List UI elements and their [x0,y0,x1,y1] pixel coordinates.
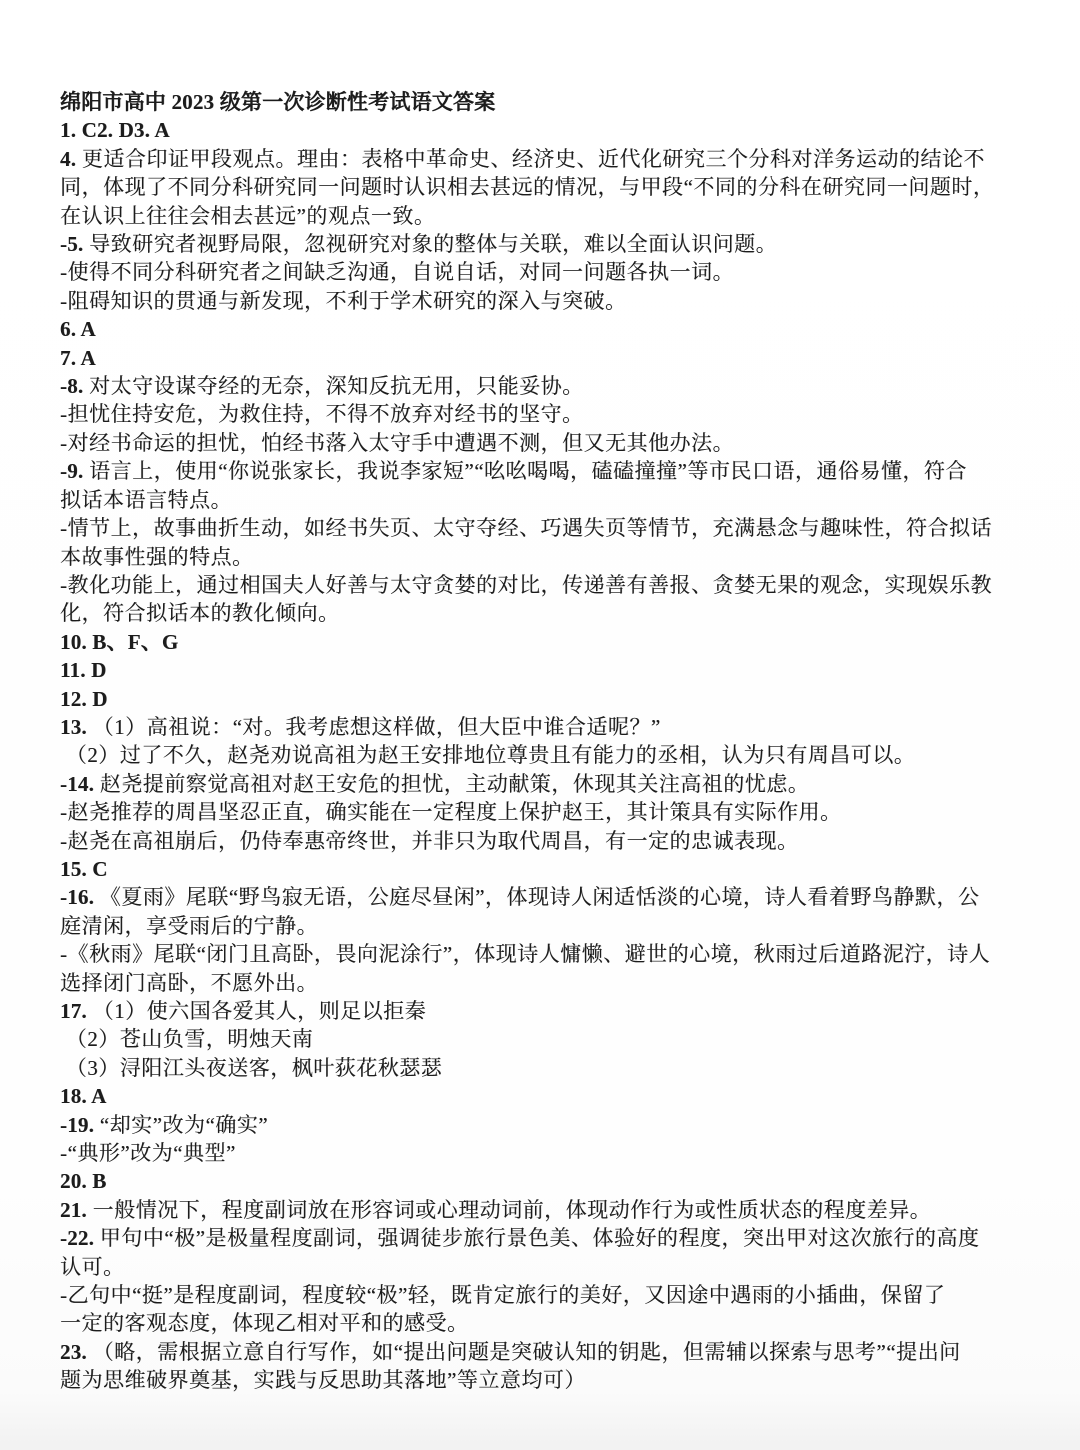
doc-line [60,287,1025,315]
answer-number: 15. C [60,856,108,881]
doc-line [60,1111,1025,1139]
doc-line [60,514,1025,542]
answer-number: -16. [60,885,95,910]
doc-line [60,145,1025,173]
doc-line [60,656,1025,684]
answer-text: -使得不同分科研究者之间缺乏沟通，自说自话，对同一问题各执一词。 [60,260,734,285]
answer-text: 本故事性强的特点。 [60,544,254,569]
doc-line [60,571,1025,599]
answer-text: 导致研究者视野局限，忽视研究对象的整体与关联，难以全面认识问题。 [83,232,778,257]
answer-text: （2）过了不久，赵尧劝说高祖为赵王安排地位尊贵且有能力的丞相，认为只有周昌可以。 [60,743,916,768]
answer-text: （略，需根据立意自行写作，如“提出问题是突破认知的钥匙，但需辅以探索与思考”“提出问 [86,1339,961,1364]
doc-line [60,685,1025,713]
answer-text: 一定的客观态度，体现乙相对平和的感受。 [60,1311,469,1336]
answer-text: “却实”改为“确实” [94,1112,269,1137]
answer-text: 对太守设谋夺经的无奈，深知反抗无用，只能妥协。 [83,374,584,399]
doc-line [60,997,1025,1025]
answer-number: 20. B [60,1169,107,1194]
doc-line [60,1338,1025,1366]
answer-text: -阻碍知识的贯通与新发现，不利于学术研究的深入与突破。 [60,288,627,313]
answer-text: （3）浔阳江头夜送客，枫叶荻花秋瑟瑟 [60,1055,443,1080]
answer-text: 庭清闲，享受雨后的宁静。 [60,913,318,938]
doc-line [60,599,1025,627]
answer-number: 4. [60,146,77,171]
doc-line [60,230,1025,258]
doc-line [60,173,1025,201]
answer-text: -担忧住持安危，为救住持，不得不放弃对经书的坚守。 [60,402,584,427]
doc-line [60,912,1025,940]
answer-text: 甲句中“极”是极量程度副词，强调徒步旅行景色美、体验好的程度，突出甲对这次旅行的高度 [94,1226,980,1251]
answer-text: -教化功能上，通过相国夫人好善与太守贪婪的对比，传递善有善报、贪婪无果的观念，实现娱乐教 [60,572,992,597]
doc-line [60,1309,1025,1337]
doc-line [60,315,1025,343]
doc-line [60,969,1025,997]
answer-text: 题为思维破界奠基，实践与反思助其落地”等立意均可） [60,1368,586,1393]
answer-text: 认可。 [60,1254,125,1279]
answer-number: -14. [60,771,95,796]
answer-text: -《秋雨》尾联“闭门且高卧，畏向泥涂行”，体现诗人慵懒、避世的心境，秋雨过后道路泥泞，诗人 [60,942,991,967]
answer-number: 7. A [60,345,96,370]
answer-text: -赵尧推荐的周昌坚忍正直，确实能在一定程度上保护赵王，其计策具有实际作用。 [60,800,842,825]
answer-number: 13. [60,714,87,739]
answer-text: （1）高祖说：“对。我考虑想这样做，但大臣中谁合适呢？” [86,714,661,739]
answer-text: 化，符合拟话本的教化倾向。 [60,601,340,626]
doc-line [60,827,1025,855]
doc-line [60,486,1025,514]
answer-number: -22. [60,1226,95,1251]
answer-text: -赵尧在高祖崩后，仍侍奉惠帝终世，并非只为取代周昌，有一定的忠诚表现。 [60,828,799,853]
answer-text: 选择闭门高卧，不愿外出。 [60,970,318,995]
answer-text: 同，体现了不同分科研究同一问题时认识相去甚远的情况，与甲段“不同的分科在研究同一问题时， [60,175,995,200]
answer-number: -8. [60,374,84,399]
doc-line [60,1054,1025,1082]
answer-number: -5. [60,232,84,257]
answer-number: 12. D [60,686,108,711]
doc-line [60,741,1025,769]
doc-line [60,1366,1025,1394]
answer-number: 6. A [60,317,96,342]
doc-line [60,543,1025,571]
answer-number: -19. [60,1112,95,1137]
doc-line [60,1082,1025,1110]
doc-line [60,798,1025,826]
doc-line [60,202,1025,230]
answer-text: 赵尧提前察觉高祖对赵王安危的担忧，主动献策，休现其关注高祖的忧虑。 [94,771,810,796]
answer-text: -“典形”改为“典型” [60,1141,236,1166]
doc-line [60,116,1025,144]
doc-line [60,1139,1025,1167]
answer-text: 语言上，使用“你说张家长，我说李家短”“吆吆喝喝，磕磕撞撞”等市民口语，通俗易懂，符合 [83,459,967,484]
doc-line [60,88,1025,116]
answer-text: -乙句中“挺”是程度副词，程度较“极”轻，既肯定旅行的美好，又因途中遇雨的小插曲，保留了 [60,1283,946,1308]
answer-number: 11. D [60,658,107,683]
doc-line [60,400,1025,428]
exam-answer-sheet [60,88,1025,1395]
answer-number: 18. A [60,1084,107,1109]
answer-number: 17. [60,999,87,1023]
page-bottom-edge [0,1445,1080,1450]
doc-line [60,713,1025,741]
doc-line [60,855,1025,883]
answer-text: 《夏雨》尾联“野鸟寂无语，公庭尽昼闲”，体现诗人闲适恬淡的心境，诗人看着野鸟静默，公 [94,885,980,910]
answer-number: 21. [60,1197,87,1222]
answer-number: -9. [60,459,84,484]
doc-line [60,457,1025,485]
answer-number: 23. [60,1339,87,1364]
doc-line [60,429,1025,457]
doc-line [60,628,1025,656]
doc-line [60,372,1025,400]
doc-line [60,940,1025,968]
answer-number: 绵阳市高中 2023 级第一次诊断性考试语文答案 [60,90,496,114]
doc-line [60,1196,1025,1224]
answer-number: 10. B、F、G [60,629,179,654]
answer-text: 更适合印证甲段观点。理由：表格中革命史、经济史、近代化研究三个分科对洋务运动的结论不 [76,146,985,171]
doc-line [60,1281,1025,1309]
doc-line [60,1224,1025,1252]
doc-line [60,1167,1025,1195]
answer-text: 一般情况下，程度副词放在形容词或心理动词前，体现动作行为或性质状态的程度差异。 [86,1197,932,1222]
answer-text: -对经书命运的担忧，怕经书落入太守手中遭遇不测，但又无其他办法。 [60,430,734,455]
doc-line [60,344,1025,372]
answer-text: （2）苍山负雪，明烛天南 [60,1027,314,1052]
answer-text: 在认识上往往会相去甚远”的观点一致。 [60,203,436,228]
doc-line [60,1025,1025,1053]
answer-text: -情节上，故事曲折生动，如经书失页、太守夺经、巧遇失页等情节，充满悬念与趣味性，符合拟话 [60,516,992,541]
answer-text: 拟话本语言特点。 [60,487,232,512]
doc-line [60,883,1025,911]
answer-text: （1）使六国各爱其人，则足以拒秦 [86,999,427,1023]
doc-line [60,1253,1025,1281]
doc-line [60,258,1025,286]
answer-number: 1. C2. D3. A [60,118,170,143]
doc-line [60,770,1025,798]
